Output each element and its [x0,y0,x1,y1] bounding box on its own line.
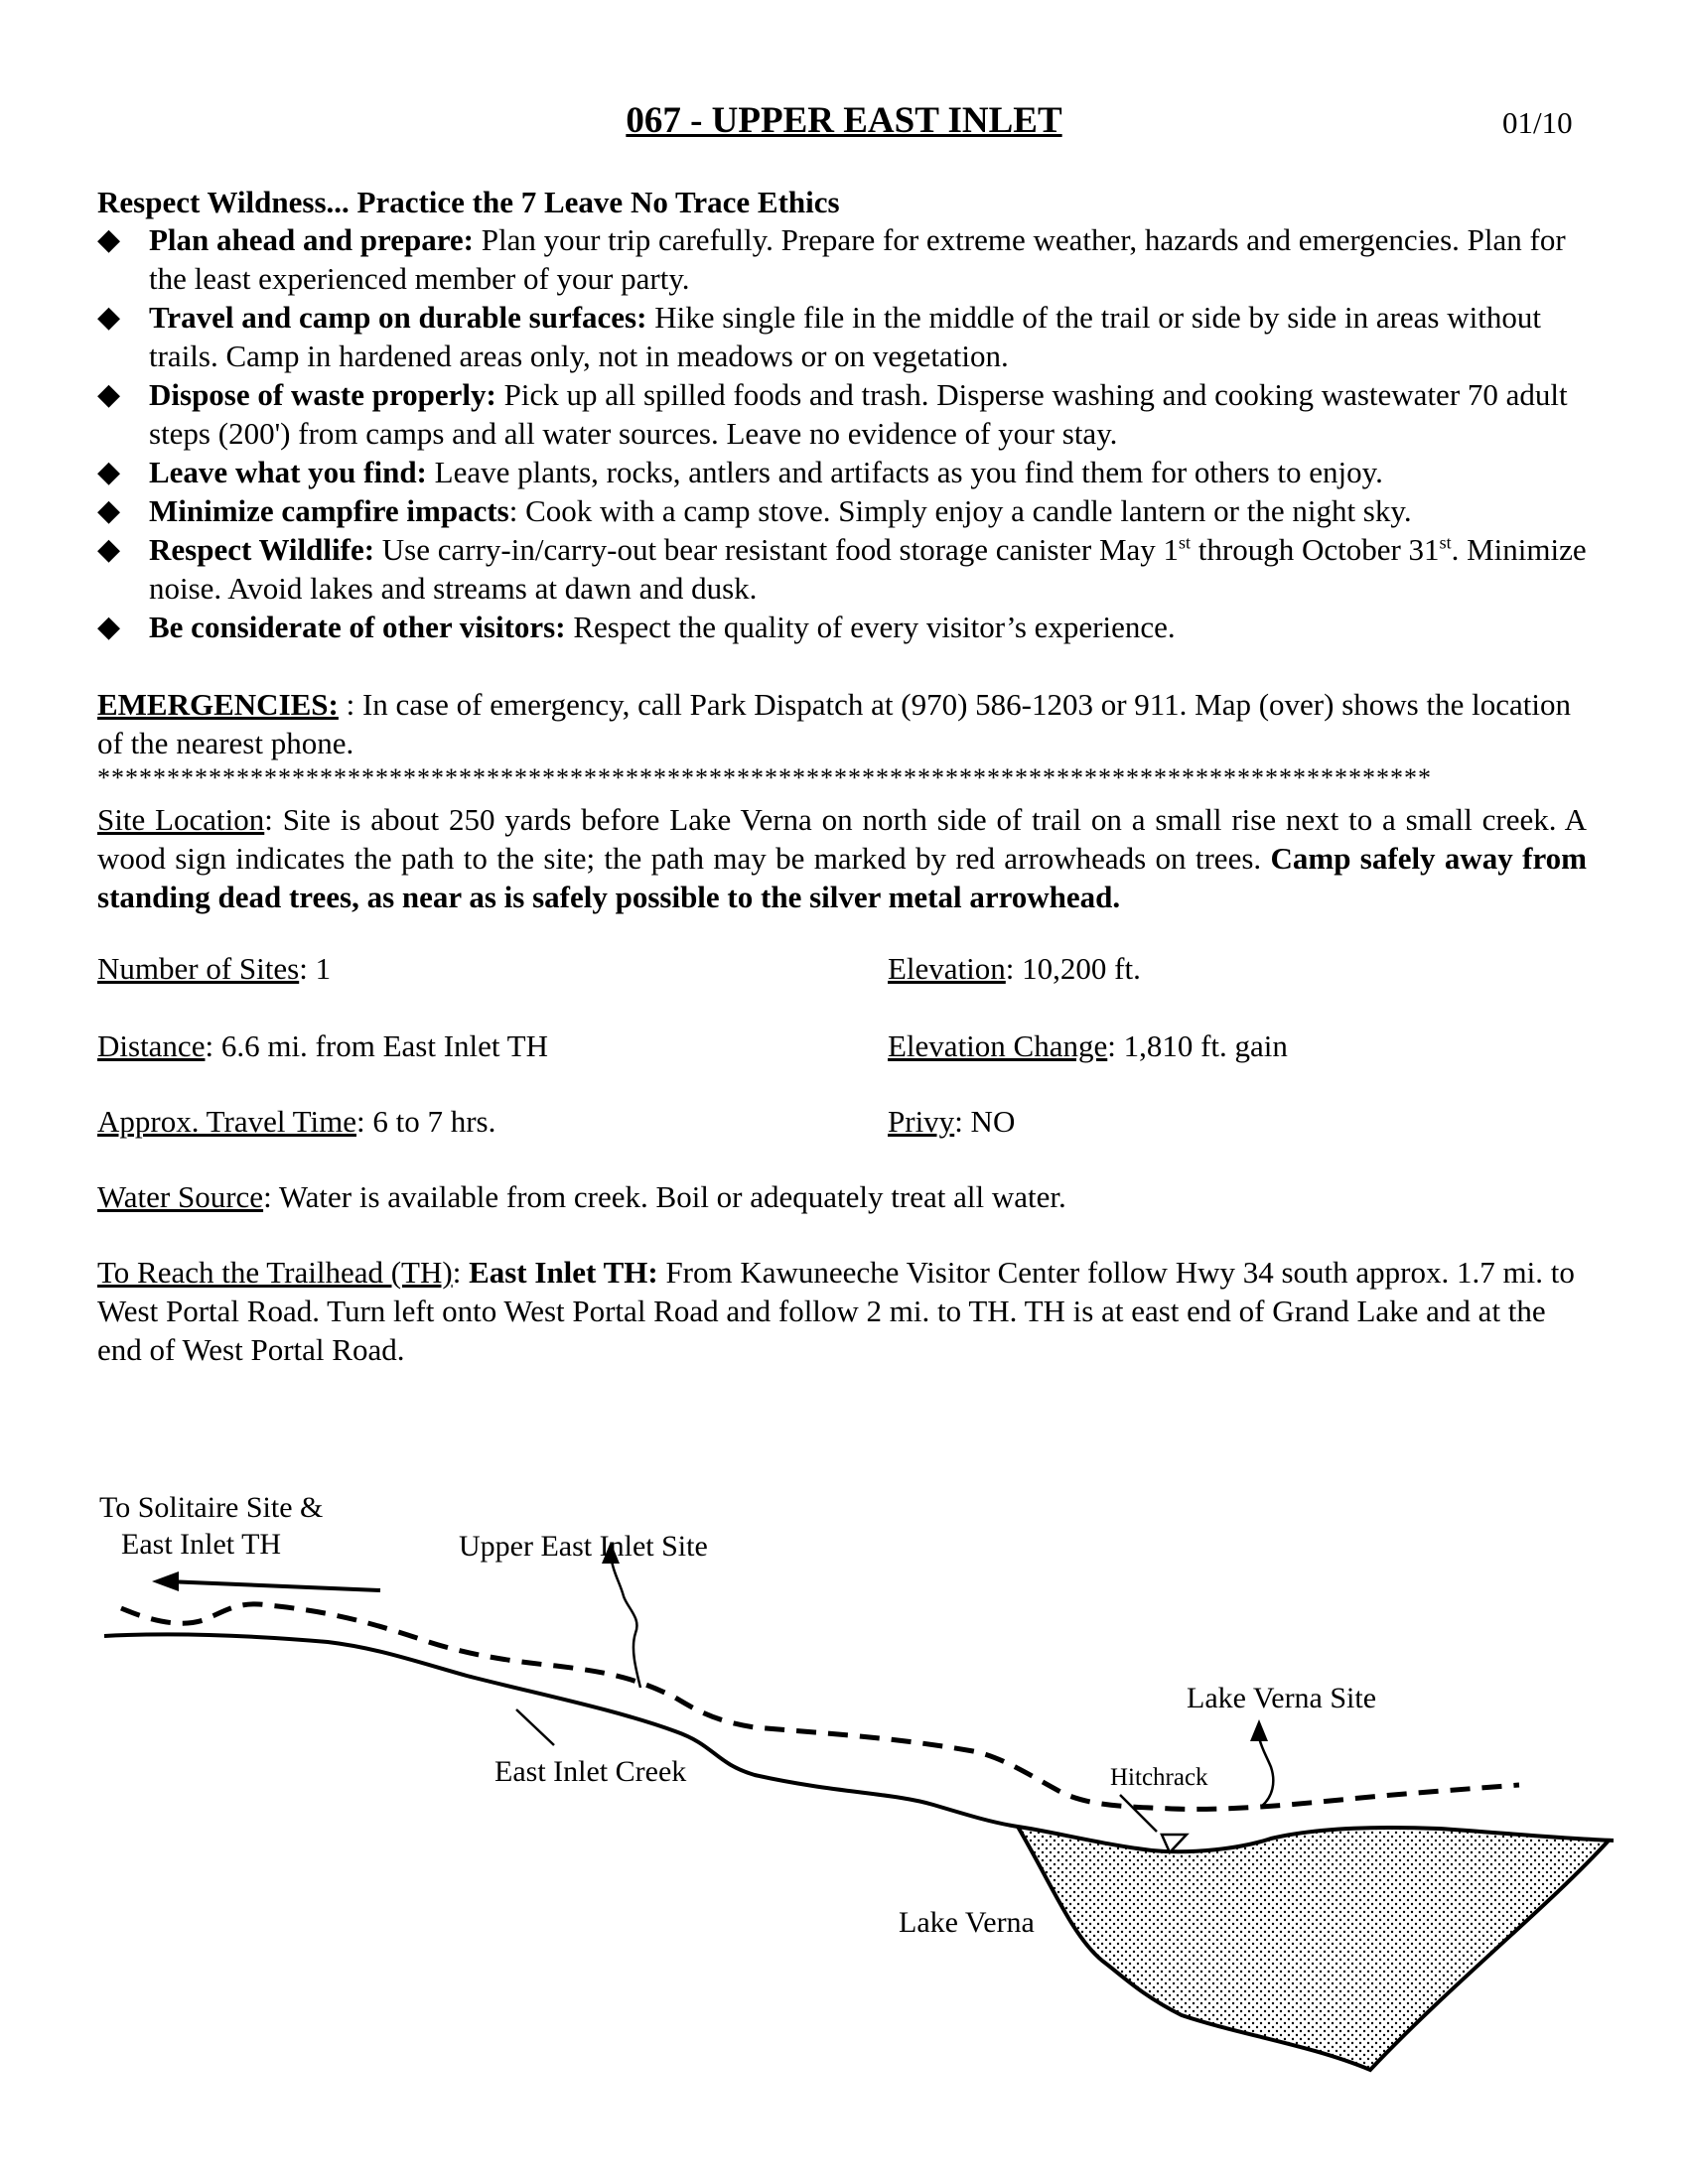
info-value: : 1 [299,951,332,986]
solitaire-arrow-icon [152,1571,179,1591]
info-label: Approx. Travel Time [97,1104,356,1139]
water-label: Water Source [97,1179,264,1214]
lnt-item-text: through October 31 [1191,532,1440,567]
info-label: Number of Sites [97,951,300,986]
lnt-item [97,375,1587,453]
emergencies-text: : In case of emergency, call Park Dispatch at (970) 586-1203 or 911. Map (over) shows the location of the nearest phone. [97,687,1571,760]
lake-verna-site-spur-trail [1259,1737,1273,1807]
creek-label: East Inlet Creek [494,1755,687,1788]
lnt-item-text: Plan your trip carefully. Prepare for extreme weather, hazards and emergencies. Plan for the least experienced member of your party. [149,222,1566,296]
info-value: : 10,200 ft. [1005,951,1141,986]
elevation [888,949,1141,988]
diamond-bullet-icon: ◆ [97,378,121,411]
diamond-bullet-icon: ◆ [97,223,121,256]
solitaire-label-line2: East Inlet TH [121,1528,282,1561]
info-value: : 6.6 mi. from East Inlet TH [205,1028,549,1063]
lake-verna-site-arrow-icon [1250,1719,1268,1741]
site-location-label: Site Location [97,802,265,837]
info-label: Elevation [888,951,1006,986]
lnt-item-title: Minimize campfire impacts [149,493,509,528]
distance [97,1026,548,1065]
lnt-item-text: . Minimize noise. Avoid lakes and streams at dawn and dusk. [149,532,1587,606]
lnt-item [97,530,1587,608]
site-location-paragraph [97,800,1587,916]
site-location-text: : Site is about 250 yards before Lake Verna on north side of trail on a small rise next to a small creek. A wood sign indicates the path to the site; the path may be marked by red arrowheads on trees. [97,802,1588,876]
travel-time [97,1102,495,1141]
emergencies-paragraph [97,685,1587,762]
trailhead-paragraph [97,1253,1587,1369]
privy [888,1102,1015,1141]
lnt-list [97,220,1587,646]
lnt-item-text: Pick up all spilled foods and trash. Disperse washing and cooking wastewater 70 adult steps (200') from camps and all water sources. Leave no evidence of your stay. [149,377,1568,451]
lake-label: Lake Verna [899,1906,1035,1939]
upper-site-label: Upper East Inlet Site [459,1530,708,1563]
hitchrack-label: Hitchrack [1110,1764,1208,1791]
creek-label-pointer [516,1709,554,1745]
lake-verna-water [1018,1827,1609,2070]
emergencies-label: EMERGENCIES: [97,687,339,722]
superscript: st [1179,532,1192,553]
trailhead-label: To Reach the Trailhead (TH) [97,1255,453,1290]
lnt-item-title: Plan ahead and prepare: [149,222,474,257]
info-label: Elevation Change [888,1028,1108,1063]
lnt-item-title: Respect Wildlife: [149,532,375,567]
lnt-item [97,608,1587,646]
lnt-item-title: Be considerate of other visitors: [149,610,566,644]
trailhead-name: East Inlet TH: [469,1255,658,1290]
diamond-bullet-icon: ◆ [97,611,121,643]
trailhead-colon: : [452,1255,470,1290]
diamond-bullet-icon: ◆ [97,301,121,334]
lnt-item [97,491,1587,530]
info-label: Distance [97,1028,206,1063]
lake-verna-site-label: Lake Verna Site [1187,1682,1377,1714]
diamond-bullet-icon: ◆ [97,533,121,566]
site-location-warning: Camp safely away from standing dead trees, as near as is safely possible to the silver metal arrowhead. [97,841,1587,914]
info-label: Privy [888,1104,955,1139]
star-divider: ************************************************************************************************ [97,763,1432,792]
solitaire-label-line1: To Solitaire Site & [99,1491,324,1524]
water-source [97,1177,1066,1216]
superscript: st [1439,532,1452,553]
lnt-item-text: : Cook with a camp stove. Simply enjoy a candle lantern or the night sky. [508,493,1412,528]
lnt-item [97,220,1587,298]
lnt-item-text: Use carry-in/carry-out bear resistant food storage canister May 1 [374,532,1180,567]
number-of-sites [97,949,331,988]
hitchrack-pointer [1120,1795,1157,1832]
page-title: 067 - UPPER EAST INLET [626,100,1062,141]
lnt-heading: Respect Wildness... Practice the 7 Leave No Trace Ethics [97,185,840,219]
elevation-change [888,1026,1288,1065]
info-value: : 6 to 7 hrs. [355,1104,496,1139]
diamond-bullet-icon: ◆ [97,494,121,527]
lnt-item-text: Hike single file in the middle of the trail or side by side in areas without trails. Camp in hardened areas only, not in meadows or on vegetation. [149,300,1541,373]
east-inlet-creek-line [104,1634,1614,1851]
lnt-item [97,453,1587,491]
trailhead-text: From Kawuneeche Visitor Center follow Hwy 34 south approx. 1.7 mi. to West Portal Road. Turn left onto West Portal Road and follow 2 mi. to TH. TH is at east end of Grand Lake and at the end of West Portal Road. [97,1255,1575,1367]
lnt-item-title: Leave what you find: [149,455,427,489]
upper-site-spur-trail [612,1561,640,1688]
solitaire-arrow-line [167,1581,380,1590]
lnt-item-text: Leave plants, rocks, antlers and artifacts as you find them for others to enjoy. [426,455,1383,489]
water-text: : Water is available from creek. Boil or adequately treat all water. [263,1179,1066,1214]
lnt-item [97,298,1587,375]
page-code: 01/10 [1502,105,1573,140]
info-value: : NO [954,1104,1016,1139]
lnt-item-text: Respect the quality of every visitor’s experience. [565,610,1176,644]
lnt-item-title: Travel and camp on durable surfaces: [149,300,647,335]
trail-diagram [0,1430,1688,2085]
info-value: : 1,810 ft. gain [1107,1028,1288,1063]
lnt-item-title: Dispose of waste properly: [149,377,496,412]
diamond-bullet-icon: ◆ [97,456,121,488]
